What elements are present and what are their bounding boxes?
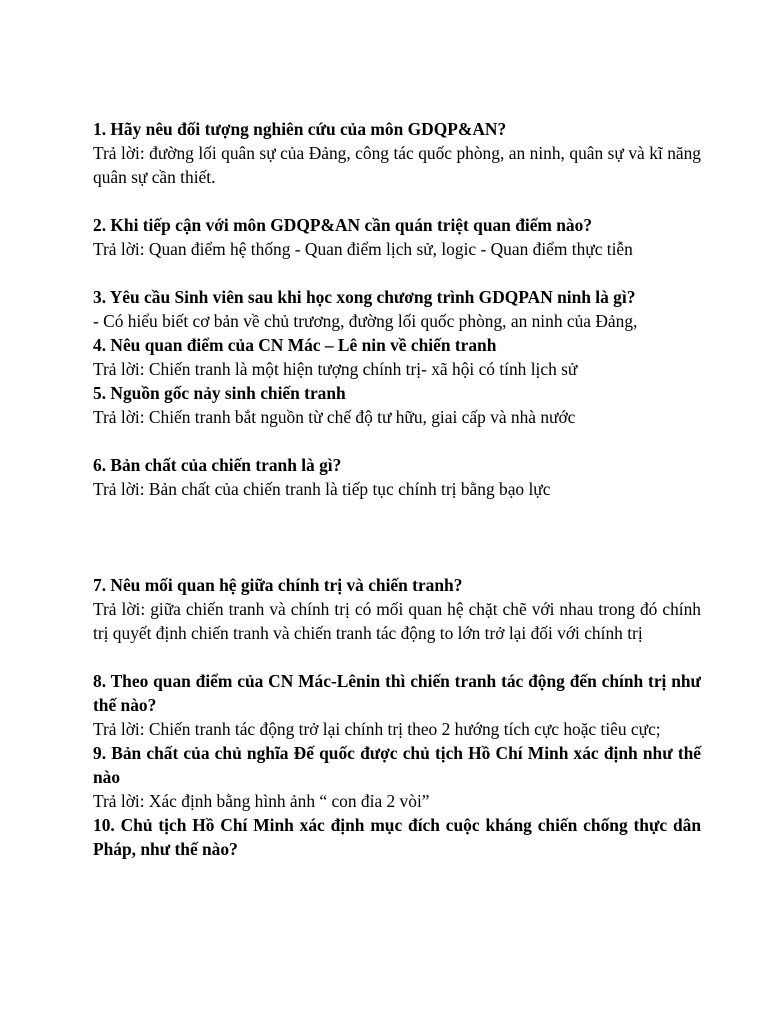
- spacer: [93, 261, 701, 285]
- answer-2: Trả lời: Quan điểm hệ thống - Quan điểm lịch sử, logic - Quan điểm thực tiễn: [93, 239, 633, 259]
- answer-9: Trả lời: Xác định bằng hình ảnh “ con đỉa 2 vòi”: [93, 791, 430, 811]
- question-3: 3. Yêu cầu Sinh viên sau khi học xong chương trình GDQPAN ninh là gì?: [93, 287, 636, 307]
- answer-6: Trả lời: Bản chất của chiến tranh là tiếp tục chính trị bằng bạo lực: [93, 479, 551, 499]
- question-6: 6. Bản chất của chiến tranh là gì?: [93, 455, 342, 475]
- question-8: 8. Theo quan điểm của CN Mác-Lênin thì chiến tranh tác động đến chính trị như thế nào?: [93, 671, 701, 715]
- question-10: 10. Chủ tịch Hồ Chí Minh xác định mục đích cuộc kháng chiến chống thực dân Pháp, như thế nào?: [93, 815, 701, 859]
- answer-7: Trả lời: giữa chiến tranh và chính trị có mối quan hệ chặt chẽ với nhau trong đó chính trị quyết định chiến tranh và chiến tranh tác động to lớn trở lại đối với chính trị: [93, 599, 701, 643]
- question-7: 7. Nêu mối quan hệ giữa chính trị và chiến tranh?: [93, 575, 463, 595]
- answer-3: - Có hiểu biết cơ bản về chủ trương, đường lối quốc phòng, an ninh của Đảng,: [93, 311, 638, 331]
- spacer: [93, 501, 701, 573]
- document-page: [93, 117, 701, 861]
- spacer: [93, 429, 701, 453]
- answer-8: Trả lời: Chiến tranh tác động trở lại chính trị theo 2 hướng tích cực hoặc tiêu cực;: [93, 719, 661, 739]
- answer-1: Trả lời: đường lối quân sự của Đảng, công tác quốc phòng, an ninh, quân sự và kĩ năng quân sự cần thiết.: [93, 143, 701, 187]
- question-9: 9. Bản chất của chủ nghĩa Đế quốc được chủ tịch Hồ Chí Minh xác định như thế nào: [93, 743, 701, 787]
- answer-5: Trả lời: Chiến tranh bắt nguồn từ chế độ tư hữu, giai cấp và nhà nước: [93, 407, 576, 427]
- question-5: 5. Nguồn gốc nảy sinh chiến tranh: [93, 383, 346, 403]
- question-4: 4. Nêu quan điểm của CN Mác – Lê nin về chiến tranh: [93, 335, 497, 355]
- spacer: [93, 645, 701, 669]
- question-2: 2. Khi tiếp cận với môn GDQP&AN cần quán triệt quan điểm nào?: [93, 215, 593, 235]
- question-1: 1. Hãy nêu đối tượng nghiên cứu của môn GDQP&AN?: [93, 119, 507, 139]
- answer-4: Trả lời: Chiến tranh là một hiện tượng chính trị- xã hội có tính lịch sử: [93, 359, 578, 379]
- spacer: [93, 189, 701, 213]
